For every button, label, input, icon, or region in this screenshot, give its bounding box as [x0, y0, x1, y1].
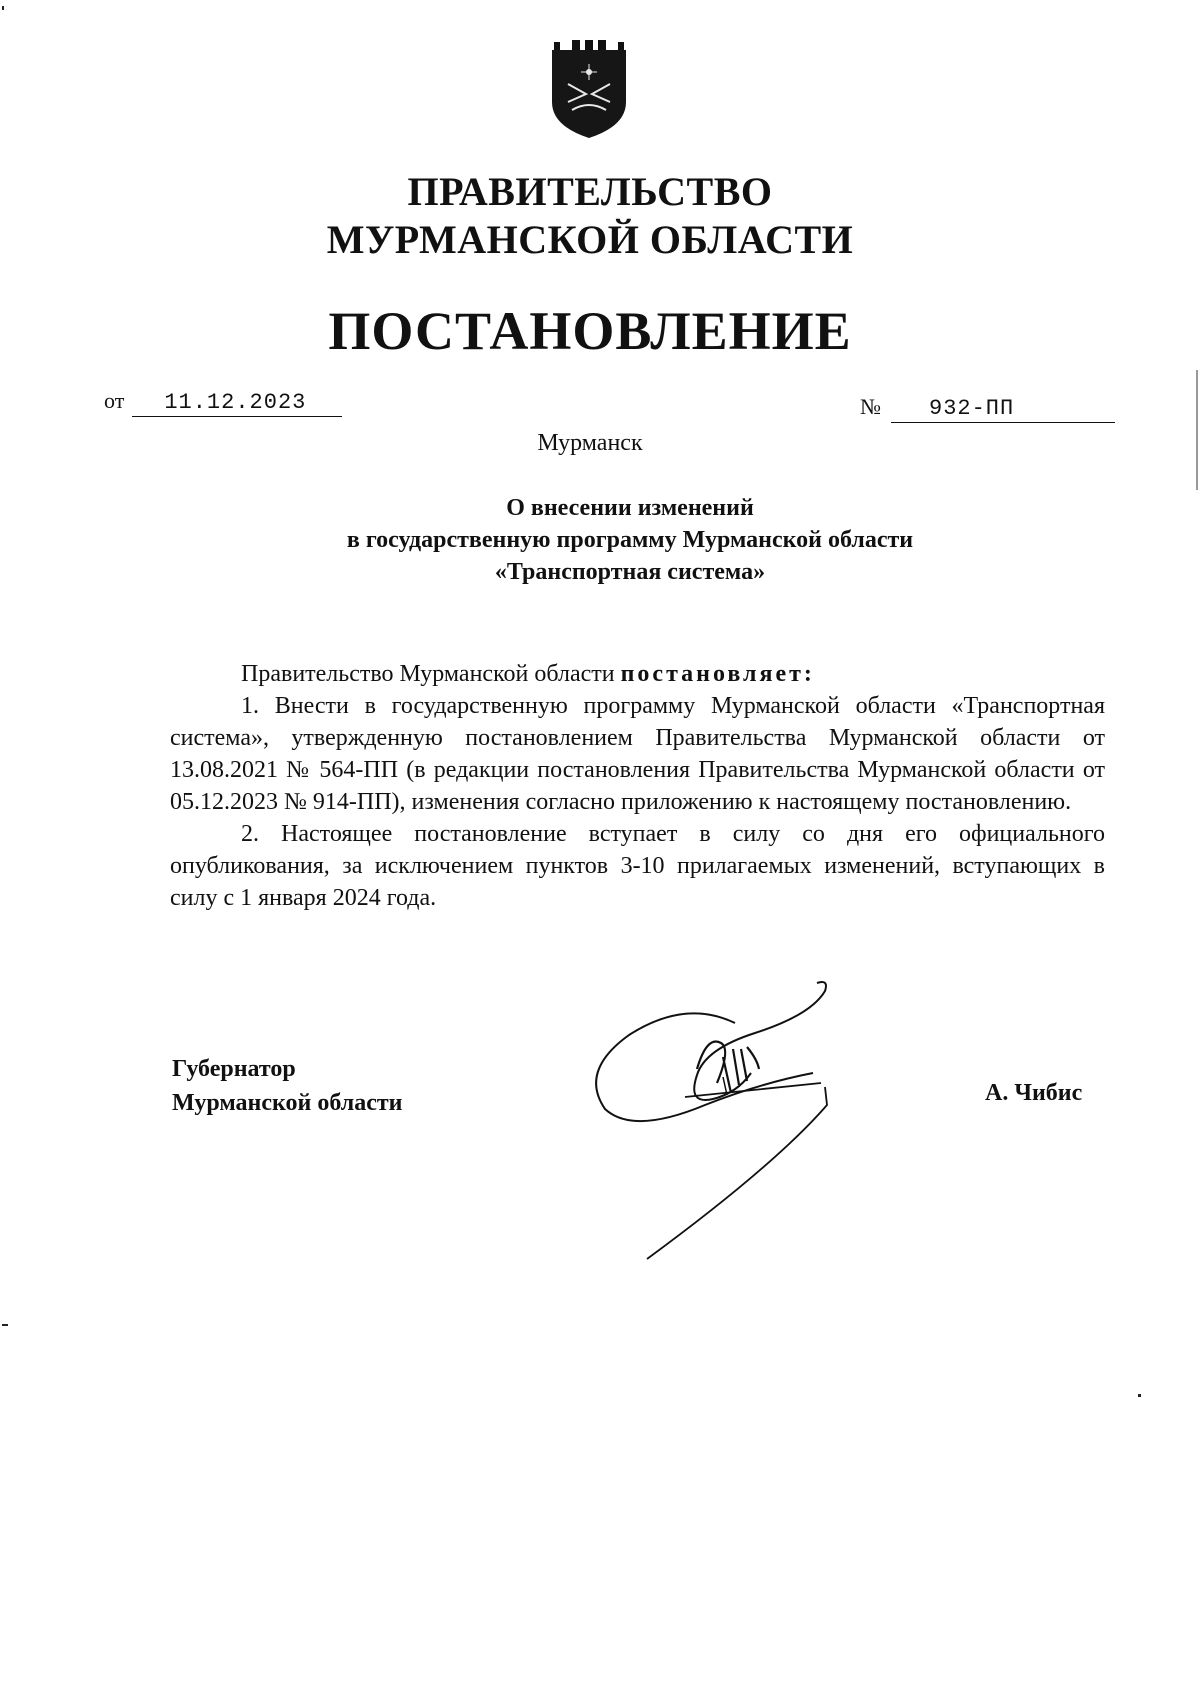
document-body	[170, 658, 1105, 914]
number-prefix: №	[860, 394, 881, 419]
government-title-line2: МУРМАНСКОЙ ОБЛАСТИ	[326, 217, 854, 262]
position-line1: Губернатор	[172, 1056, 296, 1082]
scan-artifact	[1196, 370, 1198, 490]
government-title-line1: ПРАВИТЕЛЬСТВО	[407, 169, 773, 214]
document-subject	[160, 492, 1100, 588]
coat-of-arms-icon	[548, 40, 630, 140]
date-prefix: от	[104, 388, 125, 413]
city: Мурманск	[537, 430, 643, 456]
intro-text: Правительство Мурманской области	[241, 661, 621, 687]
position-line2: Мурманской области	[172, 1090, 403, 1116]
subject-line3: «Транспортная система»	[494, 559, 766, 585]
signatory-position	[172, 1052, 402, 1120]
item-1: 1. Внести в государственную программу Мурманской области «Транспортная система», утвержденную постановлением Правительства Мурманской области от 13.08.2021 № 564-ПП (в редакции постановления Правительства Мурманской области от 05.12.2023 № 914-ПП), изменения согласно приложению к настоящему постановлению.	[170, 693, 1105, 815]
scan-artifact	[1138, 1394, 1141, 1397]
document-number	[860, 394, 1115, 423]
date-value: 11.12.2023	[132, 390, 342, 417]
scan-artifact	[2, 6, 4, 10]
subject-line2: в государственную программу Мурманской области	[346, 527, 914, 553]
government-title	[200, 168, 980, 264]
scan-artifact	[2, 1324, 8, 1326]
number-value: 932-ПП	[891, 396, 1115, 423]
document-date	[104, 388, 342, 417]
document-kind: ПОСТАНОВЛЕНИЕ	[328, 301, 852, 361]
intro-paragraph	[170, 658, 1105, 690]
item-2: 2. Настоящее постановление вступает в силу со дня его официального опубликования, за исключением пунктов 3-10 прилагаемых изменений, вступающих в силу с 1 января 2024 года.	[170, 821, 1105, 911]
handwritten-signature	[585, 975, 905, 1275]
signatory-name: А. Чибис	[985, 1080, 1083, 1106]
subject-line1: О внесении изменений	[506, 495, 754, 521]
decree-word: постановляет:	[620, 661, 815, 687]
